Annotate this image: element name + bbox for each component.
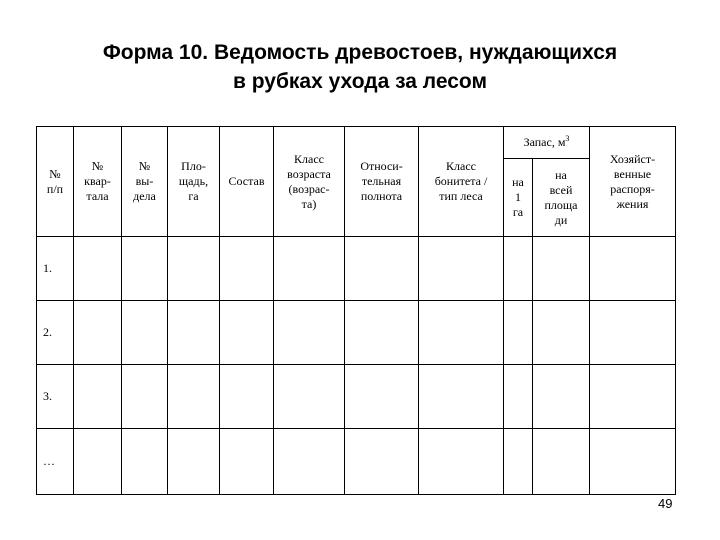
empty-cell — [220, 301, 274, 365]
header-line: жения — [616, 196, 649, 211]
empty-cell — [419, 429, 504, 495]
header-line: тельная — [361, 174, 402, 188]
header-line: дела — [133, 189, 156, 203]
header-line: № — [91, 159, 104, 173]
header-line: вы- — [135, 174, 154, 188]
header-line: ди — [554, 212, 568, 227]
empty-cell — [168, 429, 220, 495]
empty-cell — [274, 365, 345, 429]
table-row — [37, 429, 676, 495]
empty-cell — [590, 237, 676, 301]
empty-cell — [590, 301, 676, 365]
empty-cell — [274, 237, 345, 301]
header-line: (возрас- — [288, 181, 330, 196]
header-line: щадь, — [178, 174, 209, 188]
empty-cell — [274, 301, 345, 365]
header-line: полнота — [360, 189, 403, 203]
header-composition — [220, 127, 274, 237]
header-area — [168, 127, 220, 237]
header-line: площа — [544, 197, 578, 212]
header-line: Относи- — [360, 159, 403, 173]
empty-cell — [590, 429, 676, 495]
header-row-number — [37, 127, 74, 237]
header-line: Класс — [446, 159, 476, 173]
header-line: венные — [613, 166, 652, 181]
header-age-class — [274, 127, 345, 237]
header-line: Хозяйст- — [609, 151, 656, 166]
table-row — [37, 365, 676, 429]
empty-cell — [504, 429, 533, 495]
header-line: на — [512, 175, 524, 189]
empty-cell — [220, 365, 274, 429]
header-site-class — [419, 127, 504, 237]
table-body — [37, 237, 676, 495]
header-line: та) — [301, 196, 317, 211]
page-number: 49 — [658, 496, 673, 511]
empty-cell — [533, 429, 590, 495]
empty-cell — [122, 429, 168, 495]
empty-cell — [504, 365, 533, 429]
header-line: 1 — [515, 190, 521, 204]
header-plot-number — [122, 127, 168, 237]
stand-register-table — [36, 126, 676, 495]
row-label: 2. — [37, 301, 74, 365]
header-line: возраста — [287, 166, 331, 181]
row-label: 1. — [37, 237, 74, 301]
page-title — [0, 38, 720, 96]
header-line: Состав — [228, 174, 265, 188]
header-line: тала — [86, 189, 109, 203]
empty-cell — [504, 301, 533, 365]
empty-cell — [74, 365, 122, 429]
empty-cell — [122, 365, 168, 429]
header-line: квар- — [84, 174, 111, 188]
empty-cell — [345, 365, 419, 429]
header-stock-per-hectare — [504, 159, 533, 237]
header-line: га — [188, 189, 199, 203]
empty-cell — [74, 301, 122, 365]
empty-cell — [533, 237, 590, 301]
header-line: всей — [549, 182, 573, 197]
empty-cell — [533, 301, 590, 365]
header-line: № — [49, 166, 61, 181]
header-line: распоря- — [610, 181, 655, 196]
empty-cell — [220, 429, 274, 495]
empty-cell — [345, 237, 419, 301]
title-line-2: в рубках ухода за лесом — [232, 70, 488, 93]
header-line: п/п — [46, 181, 64, 196]
header-line: на — [555, 167, 567, 182]
header-stock-unit-exponent: 3 — [565, 134, 570, 143]
header-stock-total-area — [533, 159, 590, 237]
empty-cell — [419, 237, 504, 301]
empty-cell — [533, 365, 590, 429]
header-line: бонитета / — [434, 174, 488, 188]
empty-cell — [345, 429, 419, 495]
empty-cell — [122, 237, 168, 301]
header-line: Пло- — [181, 159, 206, 173]
title-line-1: Форма 10. Ведомость древостоев, нуждающихся — [102, 41, 618, 64]
row-label: … — [37, 429, 74, 495]
header-line: га — [512, 205, 524, 219]
header-stock — [504, 127, 590, 159]
header-line: тип леса — [439, 189, 483, 203]
table-row — [37, 237, 676, 301]
empty-cell — [274, 429, 345, 495]
header-management-orders — [590, 127, 676, 237]
header-quarter-number — [74, 127, 122, 237]
empty-cell — [168, 237, 220, 301]
empty-cell — [122, 301, 168, 365]
row-label: 3. — [37, 365, 74, 429]
empty-cell — [419, 365, 504, 429]
header-line: Класс — [294, 151, 324, 166]
empty-cell — [168, 365, 220, 429]
header-line: № — [138, 159, 151, 173]
empty-cell — [504, 237, 533, 301]
empty-cell — [168, 301, 220, 365]
empty-cell — [345, 301, 419, 365]
empty-cell — [74, 429, 122, 495]
empty-cell — [419, 301, 504, 365]
header-stock-label: Запас, м — [523, 135, 566, 149]
empty-cell — [74, 237, 122, 301]
table-row — [37, 301, 676, 365]
empty-cell — [220, 237, 274, 301]
header-relative-density — [345, 127, 419, 237]
empty-cell — [590, 365, 676, 429]
